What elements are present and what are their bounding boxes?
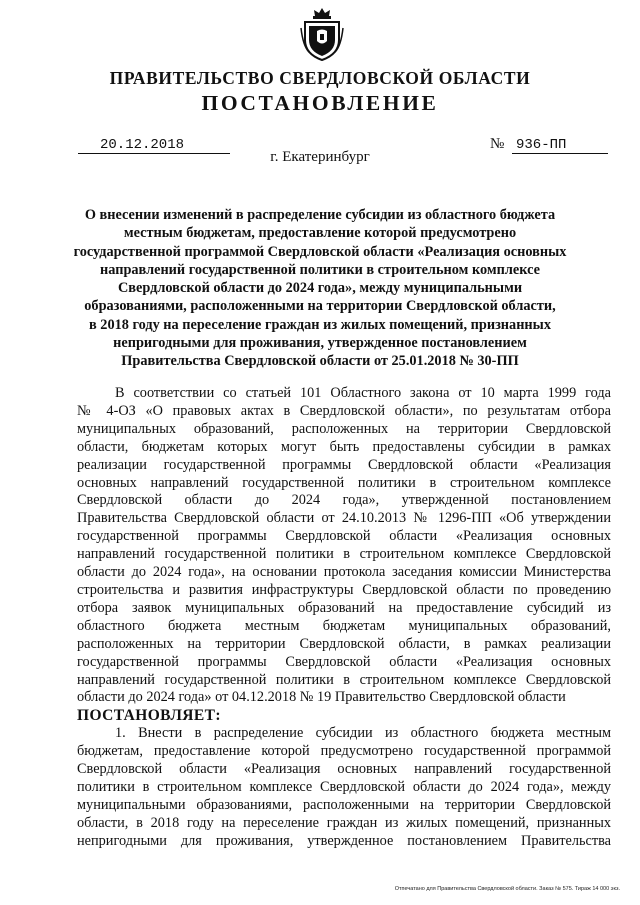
body-line: направлений государственной политики в строительном комплексе Свердловской <box>77 671 611 688</box>
body-line: муниципальными образованиями, расположенными на территории Свердловской <box>77 796 611 813</box>
body-line: бюджетам, предоставление которой предусмотрено государственной программой <box>77 743 611 760</box>
document-body <box>77 385 611 851</box>
body-line: строительства и развития инфраструктуры Свердловской области по проведению <box>77 581 611 598</box>
body-line: области до 2024 года», на основании протокола заседания комиссии Министерства <box>77 564 611 581</box>
coat-of-arms-icon <box>299 6 345 62</box>
city: г. Екатеринбург <box>270 149 370 165</box>
print-footer-note: Отпечатано для Правительства Свердловской области. Заказ № 575. Тираж 14 000 экз. <box>394 886 620 892</box>
title-line: местным бюджетам, предоставление которой предусмотрено <box>123 225 517 242</box>
body-line: Правительства Свердловской области от 24.10.2013 № 1296-ПП «Об утверждении <box>77 510 611 527</box>
item-1 <box>77 725 611 850</box>
document-type: ПОСТАНОВЛЕНИЕ <box>201 91 439 115</box>
body-line: отбора заявок муниципальных образований на предоставление субсидий из <box>77 599 611 616</box>
organization-name: ПРАВИТЕЛЬСТВО СВЕРДЛОВСКОЙ ОБЛАСТИ <box>109 68 531 88</box>
document-number: 936-ПП <box>512 137 608 154</box>
body-line: областного бюджета местным бюджетам муниципальных образований, <box>77 617 611 634</box>
body-line: 1. Внести в распределение субсидии из областного бюджета местным <box>115 725 611 742</box>
body-line: области до 2024 года» от 04.12.2018 № 19 Правительство Свердловской области <box>77 689 566 706</box>
body-line: № 4-ОЗ «О правовых актах в Свердловской области», по результатам отбора <box>77 402 611 419</box>
document-date: 20.12.2018 <box>78 137 230 154</box>
body-line: области, в 2018 году на переселение граждан из жилых помещений, признанных <box>77 814 611 831</box>
body-line: области, бюджетам которых могут быть предоставлены субсидии в рамках <box>77 438 611 455</box>
body-line: Свердловской области до 2024 года», утвержденной постановлением <box>77 492 611 509</box>
title-line: государственной программой Свердловской области «Реализация основных <box>73 243 567 260</box>
decree-word: ПОСТАНОВЛЯЕТ: <box>77 707 221 725</box>
body-line: государственной программы Свердловской области «Реализация основных <box>77 653 611 670</box>
body-line: реализации государственной программы Свердловской области «Реализация <box>77 456 611 473</box>
title-line: О внесении изменений в распределение субсидии из областного бюджета <box>84 207 556 223</box>
body-line: В соответствии со статьей 101 Областного закона от 10 марта 1999 года <box>115 385 611 401</box>
body-line: муниципальных образований, расположенных на территории Свердловской <box>77 420 611 437</box>
document-title <box>60 206 580 371</box>
title-line: образованиями, расположенными на территории Свердловской области, <box>84 298 556 315</box>
title-line: Правительства Свердловской области от 25.01.2018 № 30-ПП <box>121 353 519 370</box>
body-line: политики в строительном комплексе Свердловской области до 2024 года», между <box>77 779 611 796</box>
title-line: направлений государственной политики в строительном комплексе <box>100 261 540 278</box>
body-line: непригодными для проживания, утвержденное постановлением Правительства <box>77 832 611 849</box>
body-line: расположенных на территории Свердловской области, в рамках реализации <box>77 635 611 652</box>
preamble <box>77 385 611 707</box>
body-line: основных направлений государственной политики в строительном комплексе <box>77 474 611 491</box>
title-line: в 2018 году на переселение граждан из жилых помещений, признанных <box>89 316 551 333</box>
title-line: Свердловской области до 2024 года», между муниципальными <box>117 280 523 297</box>
title-line: непригодными для проживания, утвержденное постановлением <box>113 335 527 352</box>
number-sign: № <box>490 136 505 152</box>
body-line: государственной программы Свердловской области «Реализация основных <box>77 528 611 545</box>
body-line: направлений государственной политики в строительном комплексе Свердловской <box>77 546 611 563</box>
body-line: Свердловской области «Реализация основных направлений государственной <box>77 761 611 778</box>
